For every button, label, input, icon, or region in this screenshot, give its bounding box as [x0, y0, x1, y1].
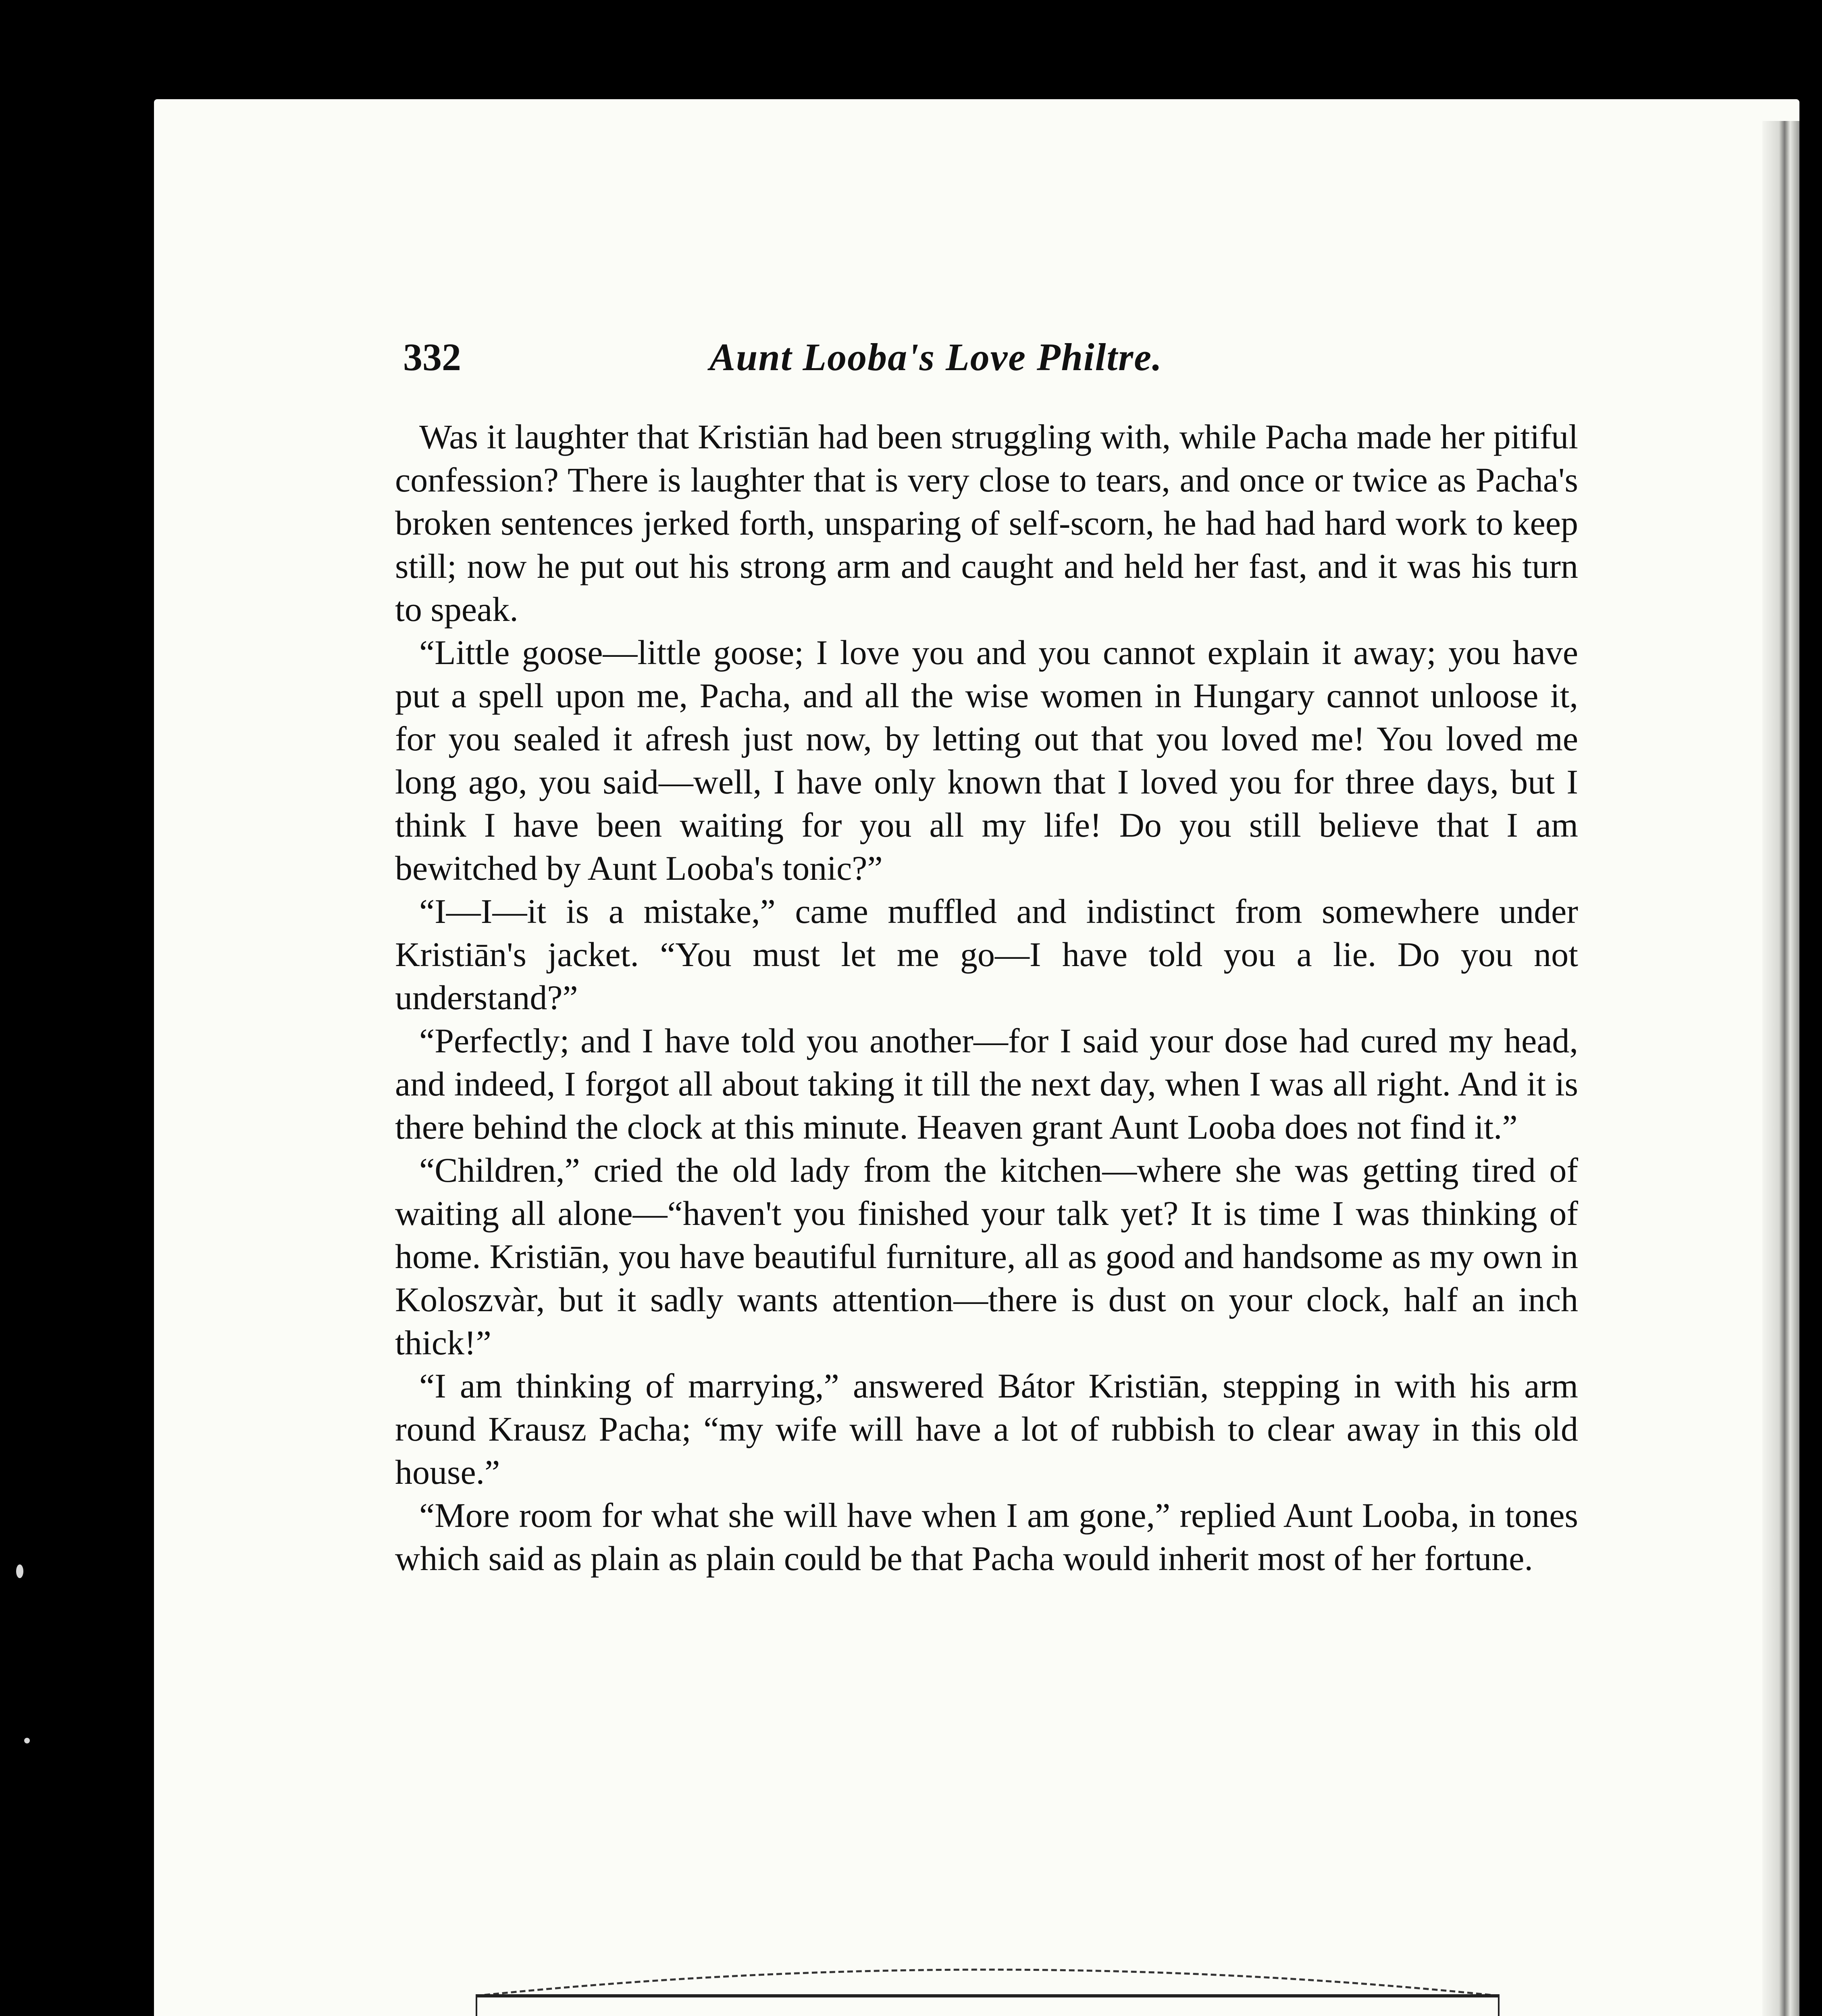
- scan-speck: [16, 1564, 23, 1578]
- page-number: 332: [403, 335, 461, 379]
- paragraph: Was it laughter that Kristiān had been struggling with, while Pacha made her pitiful confession? There is laughter that is very close to tears, and once or twice as Pacha's broken sentences jerked forth, unsparing of self-scorn, he had had hard work to keep still; now he put out his strong arm and caught and held her fast, and it was his turn to speak.: [395, 417, 1578, 629]
- paragraph: “I am thinking of marrying,” answered Bátor Kristiān, stepping in with his arm round Krausz Pacha; “my wife will have a lot of rubbish to clear away in this old house.”: [395, 1366, 1578, 1491]
- paragraph: “Perfectly; and I have told you another—for I said your dose had cured my head, and indeed, I forgot all about taking it till the next day, when I was all right. And it is there behind the clock at this minute. Heaven grant Aunt Looba does not find it.”: [395, 1021, 1578, 1146]
- landscape-vignette: [476, 1968, 1500, 2016]
- paragraph: “Little goose—little goose; I love you and you cannot explain it away; you have put a spell upon me, Pacha, and all the wise women in Hungary cannot unloose it, for you sealed it afresh just now, by letting out that you loved me! You loved me long ago, you said—well, I have only known that I loved you for three days, but I think I have been waiting for you all my life! Do you still believe that I am bewitched by Aunt Looba's tonic?”: [395, 633, 1578, 887]
- page-edge-shadow: [1762, 121, 1799, 2016]
- paragraph: “More room for what she will have when I am gone,” replied Aunt Looba, in tones which said as plain as plain could be that Pacha would inherit most of her fortune.: [395, 1496, 1578, 1578]
- running-title: Aunt Looba's Love Philtre.: [709, 335, 1163, 379]
- running-head: [403, 335, 1580, 383]
- landscape-engraving-icon: [476, 1968, 1500, 2016]
- body-text: [395, 415, 1578, 1580]
- scan-speck: [24, 1738, 30, 1743]
- paragraph: “Children,” cried the old lady from the kitchen—where she was getting tired of waiting all alone—“haven't you finished your talk yet? It is time I was thinking of home. Kristiān, you have beautiful furniture, all as good and handsome as my own in Koloszvàr, but it sadly wants attention—there is dust on your clock, half an inch thick!”: [395, 1151, 1578, 1362]
- paragraph: “I—I—it is a mistake,” came muffled and indistinct from somewhere under Kristiān's jacket. “You must let me go—I have told you a lie. Do you not understand?”: [395, 892, 1578, 1017]
